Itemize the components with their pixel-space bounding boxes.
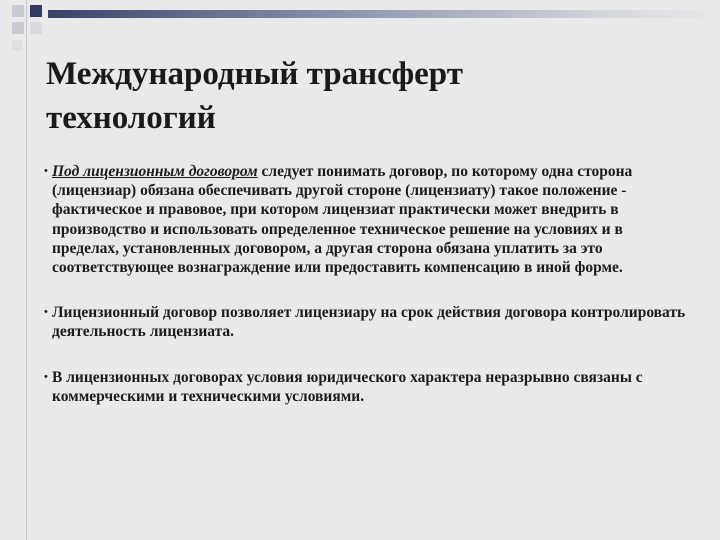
- title-line-1: Международный трансферт: [46, 56, 463, 92]
- decor-square: [12, 22, 24, 34]
- paragraph-text: следует понимать договор, по которому одна сторона (лицензиар) обязана обеспечивать другой стороне (лицензиату) такое положение - фактическое и правовое, при котором лицензиат практически может внедрить в производство и использовать определенное техническое решение на условиях и в пределах, установленных договором, а другая сторона обязана уплатить за это соответствующее вознаграждение или предоставить компенсацию в иной форме.: [52, 163, 633, 277]
- slide-body: [46, 162, 686, 432]
- bullet-icon: •: [44, 306, 48, 319]
- decor-square: [12, 5, 24, 17]
- title-line-2: технологий: [46, 100, 216, 136]
- paragraph-text: В лицензионных договорах условия юридического характера неразрывно связаны с коммерческими и техническими условиями.: [52, 368, 643, 405]
- slide-title: [46, 52, 686, 140]
- underlined-term: Под лицензионным договором: [52, 163, 258, 180]
- decor-square: [12, 40, 22, 50]
- left-divider-line: [26, 0, 27, 540]
- bullet-paragraph-3: [46, 368, 686, 406]
- bullet-paragraph-2: [46, 303, 686, 341]
- bullet-icon: •: [44, 370, 48, 383]
- bullet-icon: •: [44, 165, 48, 177]
- decor-square: [30, 22, 42, 34]
- bullet-paragraph-1: [46, 162, 686, 277]
- paragraph-text: Лицензионный договор позволяет лицензиару на срок действия договора контролировать деятельность лицензиата.: [52, 304, 686, 341]
- decor-square-accent: [30, 5, 42, 17]
- top-gradient-bar: [48, 10, 720, 18]
